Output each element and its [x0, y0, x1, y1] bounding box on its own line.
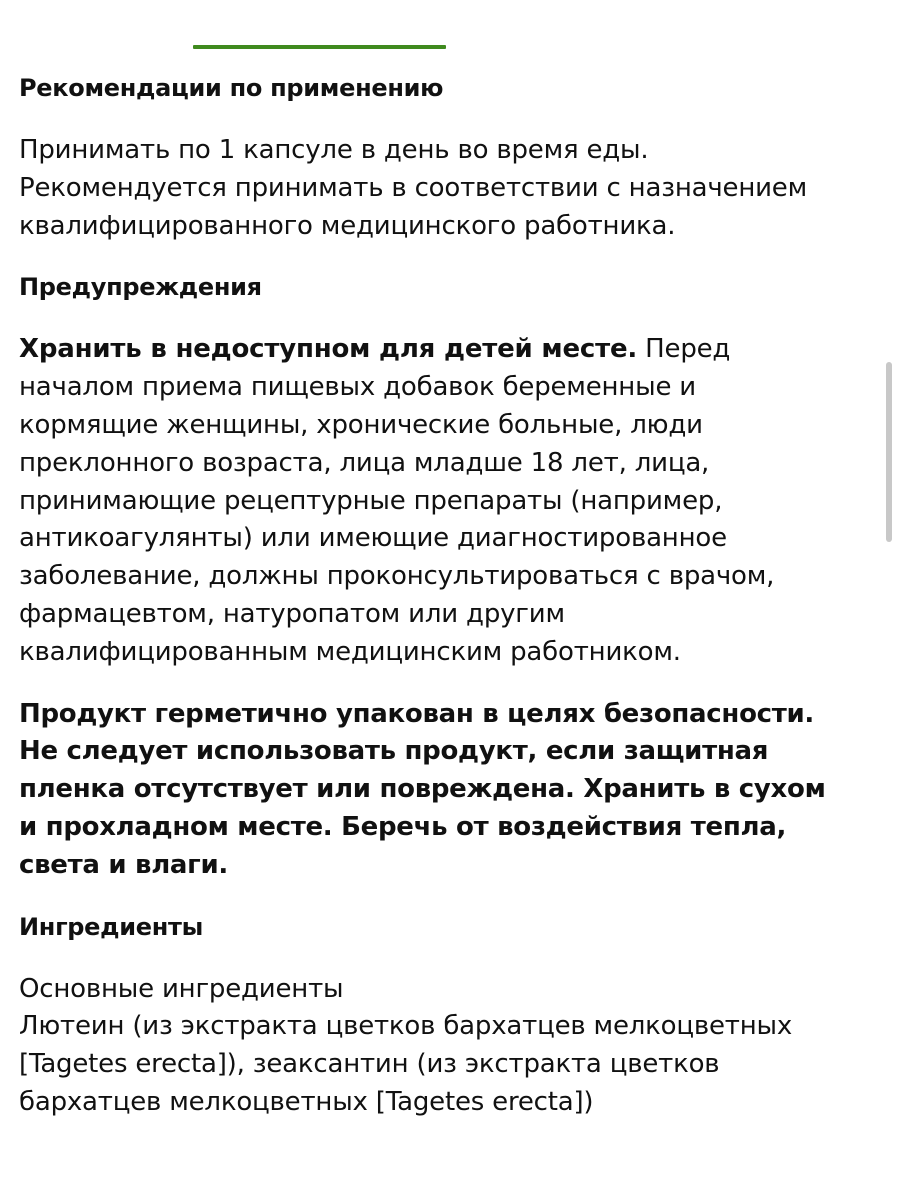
- usage-line: Принимать по 1 капсуле в день во время еды.: [19, 135, 649, 165]
- ingredients-line: бархатцев мелкоцветных [Tagetes erecta]): [19, 1086, 594, 1117]
- warnings-line: антикоагулянты) или имеющие диагностированное: [19, 523, 727, 554]
- warnings-line: преклонного возраста, лица младше 18 лет, лица,: [19, 447, 710, 478]
- storage-line: Продукт герметично упакован в целях безопасности.: [19, 698, 815, 729]
- warnings-line: заболевание, должны проконсультироваться с врачом,: [19, 561, 775, 592]
- warnings-line: началом приема пищевых добавок беременные и: [19, 372, 696, 403]
- child-safety-warning: Хранить в недоступном для детей месте.: [19, 334, 638, 365]
- warnings-text: [19, 331, 879, 671]
- storage-warning: [19, 696, 879, 885]
- warnings-line-rest: Перед: [637, 334, 731, 365]
- scrollbar-thumb[interactable]: [886, 362, 892, 542]
- ingredients-heading: Ингредиенты: [19, 912, 204, 941]
- usage-text: [19, 132, 879, 245]
- warnings-line: фармацевтом, натуропатом или другим: [19, 598, 565, 629]
- warnings-line: принимающие рецептурные препараты (например,: [19, 485, 723, 516]
- ingredients-line: Лютеин (из экстракта цветков бархатцев мелкоцветных: [19, 1011, 793, 1042]
- warnings-line: квалифицированным медицинским работником.: [19, 636, 681, 667]
- product-description: [19, 70, 879, 1122]
- active-tab-indicator: [193, 45, 446, 49]
- usage-line: квалифицированного медицинского работника.: [19, 210, 676, 241]
- warnings-line: кормящие женщины, хронические больные, люди: [19, 409, 703, 440]
- warnings-line: [19, 331, 879, 369]
- storage-line: света и влаги.: [19, 849, 228, 880]
- ingredients-text: [19, 971, 879, 1122]
- ingredients-line: Основные ингредиенты: [19, 973, 344, 1004]
- warnings-heading: Предупреждения: [19, 273, 262, 302]
- storage-line: Не следует использовать продукт, если защитная: [19, 736, 769, 767]
- ingredients-line: [Tagetes erecta]), зеаксантин (из экстракта цветков: [19, 1049, 720, 1080]
- usage-heading: Рекомендации по применению: [19, 74, 444, 102]
- storage-line: и прохладном месте. Беречь от воздействия тепла,: [19, 811, 787, 842]
- storage-line: пленка отсутствует или повреждена. Хранить в сухом: [19, 774, 826, 805]
- usage-line: Рекомендуется принимать в соответствии с назначением: [19, 172, 808, 203]
